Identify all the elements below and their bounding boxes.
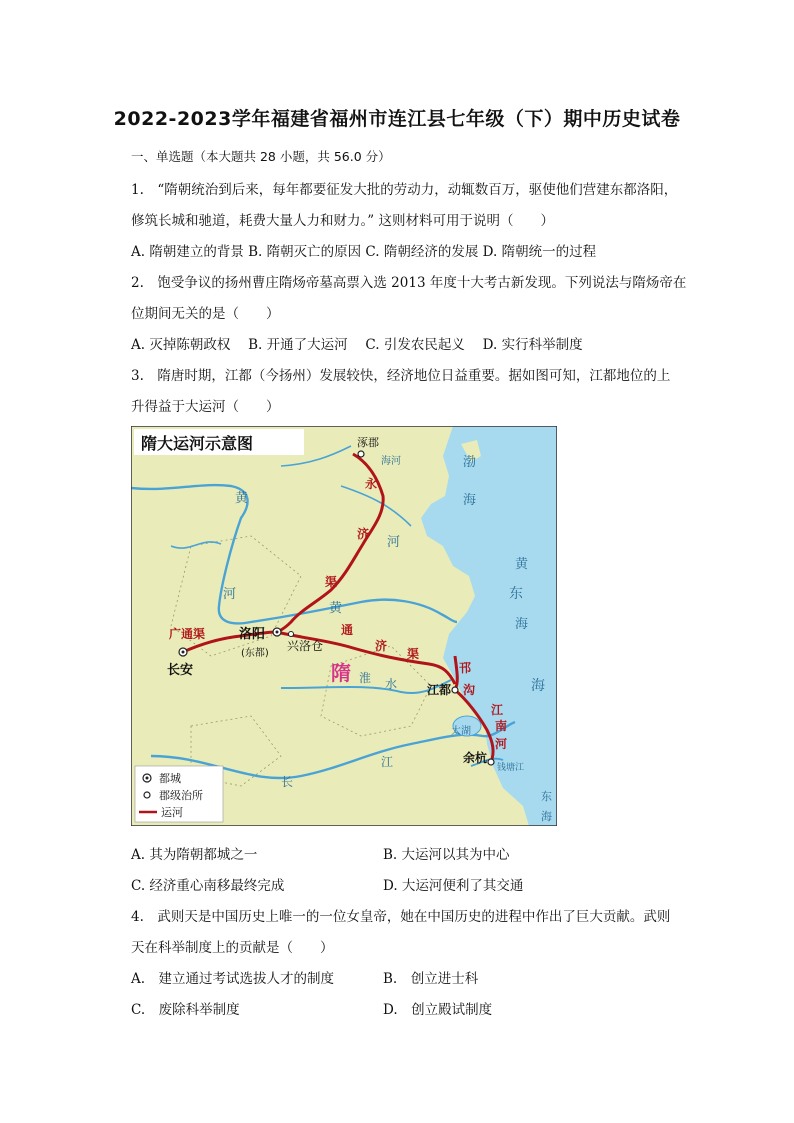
q4-option-a: A. 建立通过考试选拔人才的制度	[131, 971, 335, 987]
qiantangjiang-label: 钱塘江	[497, 763, 525, 773]
sui-canal-map	[131, 426, 557, 826]
canal-hangou-label-2: 沟	[463, 683, 476, 697]
legend-prefecture: 郡级治所	[159, 789, 203, 802]
legend-capital-dot	[146, 777, 149, 780]
q3-option-c: C. 经济重心南移最终完成	[131, 878, 285, 894]
city-yuhang: 余杭	[463, 751, 488, 765]
city-xingluocang-marker	[289, 632, 294, 637]
q4-option-b: B. 创立进士科	[383, 971, 479, 987]
yangtze-label-2: 江	[381, 755, 394, 769]
taihu-label: 太湖	[451, 726, 471, 737]
legend-capital: 都城	[159, 772, 181, 785]
canal-tongji-label-1: 通	[341, 623, 354, 637]
bohai-sea-2: 海	[463, 493, 477, 508]
q1-options: A. 隋朝建立的背景 B. 隋朝灭亡的原因 C. 隋朝经济的发展 D. 隋朝统一的过程	[131, 244, 597, 260]
haihe-label: 海河	[381, 456, 401, 467]
legend-canal: 运河	[161, 806, 183, 819]
city-xingluocang: 兴洛仓	[287, 639, 324, 653]
city-zhuojun: 涿郡	[357, 436, 379, 449]
q4-text-line2: 天在科举制度上的贡献是（ ）	[131, 940, 334, 956]
city-zhuojun-marker	[358, 451, 364, 457]
yellow-river-label-1: 黄	[235, 491, 249, 506]
canal-yongji-label-2: 济	[357, 527, 370, 541]
city-yuhang-marker	[488, 759, 494, 765]
q1-text-line1: 1. “隋朝统治到后来，每年都要征发大批的劳动力，动辄数百万，驱使他们营建东都洛阳，	[131, 182, 678, 198]
city-jiangdu-marker	[452, 687, 458, 693]
city-changan: 长安	[167, 663, 194, 678]
donghai2-sea-1: 东	[541, 790, 552, 803]
legend-prefecture-icon	[144, 792, 150, 798]
section-heading: 一、单选题（本大题共 28 小题，共 56.0 分）	[131, 149, 391, 164]
donghai-sea-1: 东	[509, 586, 523, 602]
city-luoyang-note: (东都)	[241, 648, 269, 659]
q4-text-line1: 4. 武则天是中国历史上唯一的一位女皇帝，她在中国历史的进程中作出了巨大贡献。武则	[131, 909, 671, 925]
canal-guangtong-label: 广通渠	[169, 627, 206, 641]
huanghai-sea-2: 海	[515, 617, 529, 632]
donghai-sea-2: 海	[531, 678, 545, 694]
canal-yongji-label-1: 永	[365, 477, 378, 491]
yellow-river2-label-1: 黄	[329, 601, 343, 616]
q4-option-d: D. 创立殿试制度	[383, 1002, 493, 1018]
yangtze-label-1: 长	[281, 775, 294, 789]
q2-text-line1: 2. 饱受争议的扬州曹庄隋炀帝墓高票入选 2013 年度十大考古新发现。下列说法与隋炀帝在	[131, 275, 687, 291]
city-changan-dot	[182, 651, 185, 654]
huai-river-label-2: 水	[385, 677, 398, 691]
canal-tongji-label-2: 济	[375, 639, 388, 653]
canal-jiangnan-label-3: 河	[495, 737, 508, 751]
donghai2-sea-2: 海	[541, 810, 552, 823]
yellow-river2-label-2: 河	[387, 535, 401, 550]
huai-river-label-1: 淮	[359, 671, 372, 685]
city-jiangdu: 江都	[427, 683, 452, 697]
q2-options: A. 灭掉陈朝政权 B. 开通了大运河 C. 引发农民起义 D. 实行科举制度	[131, 337, 583, 353]
q3-text-line1: 3. 隋唐时期，江都（今扬州）发展较快，经济地位日益重要。据如图可知，江都地位的上	[131, 368, 671, 384]
page-title: 2022-2023学年福建省福州市连江县七年级（下）期中历史试卷	[113, 108, 681, 130]
q2-text-line2: 位期间无关的是（ ）	[131, 306, 280, 322]
q3-option-a: A. 其为隋朝都城之一	[131, 847, 258, 863]
canal-jiangnan-label-1: 江	[491, 703, 504, 717]
map-title: 隋大运河示意图	[141, 434, 254, 453]
q3-option-b: B. 大运河以其为中心	[383, 847, 510, 863]
q1-text-line2: 修筑长城和驰道，耗费大量人力和财力。” 这则材料可用于说明（ ）	[131, 213, 554, 229]
huanghai-sea-1: 黄	[515, 557, 529, 572]
bohai-sea-1: 渤	[463, 455, 477, 470]
country-sui: 隋	[331, 661, 351, 685]
canal-hangou-label-1: 邗	[459, 661, 472, 675]
q3-option-d: D. 大运河便利了其交通	[383, 878, 524, 894]
q3-text-line2: 升得益于大运河（ ）	[131, 399, 280, 415]
yellow-river-label-2: 河	[223, 587, 237, 602]
city-luoyang: 洛阳	[239, 627, 266, 642]
city-luoyang-dot	[276, 631, 279, 634]
canal-jiangnan-label-2: 南	[495, 719, 508, 733]
canal-yongji-label-3: 渠	[325, 575, 338, 589]
canal-tongji-label-3: 渠	[407, 647, 420, 661]
q4-option-c: C. 废除科举制度	[131, 1002, 240, 1018]
